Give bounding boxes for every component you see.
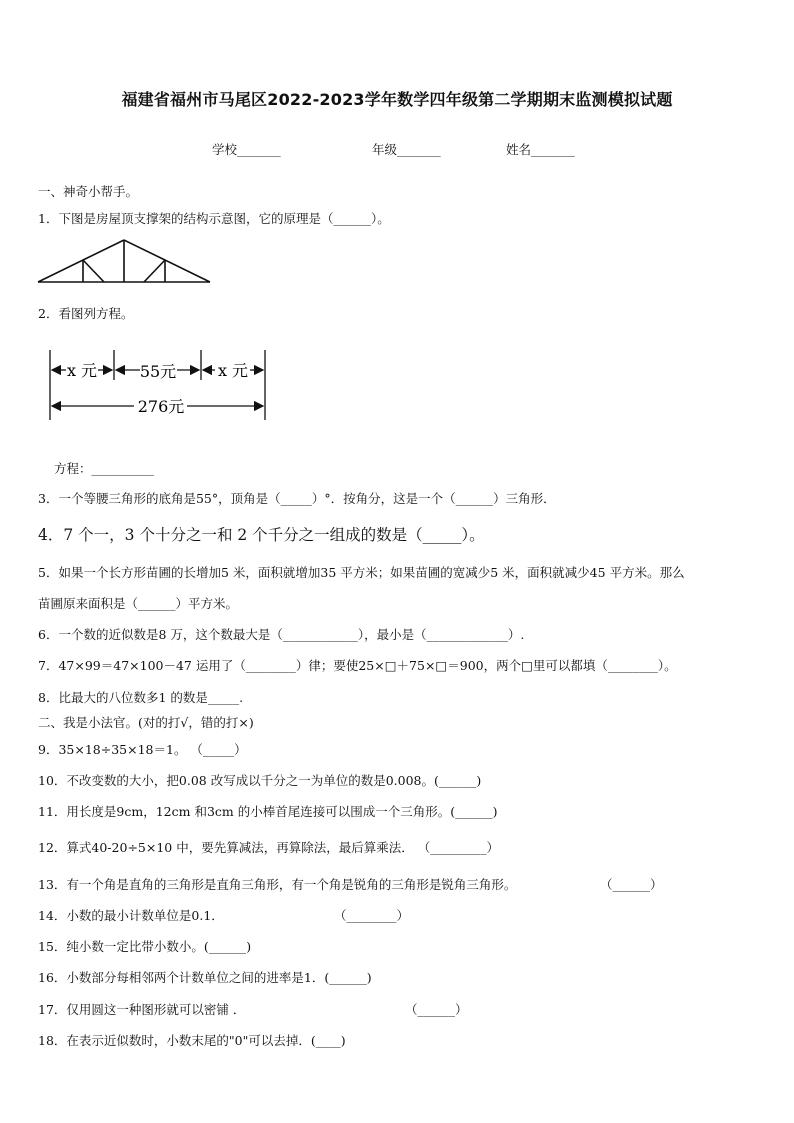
question-17: 17．仅用圆这一种图形就可以密铺 ．: [38, 1002, 246, 1017]
question-12: 12．算式40-20÷5×10 中，要先算减法，再算除法，最后算乘法． （_________）: [38, 840, 499, 855]
question-8: 8．比最大的八位数多1 的数是_____.: [38, 690, 244, 705]
question-5-line-1: 5．如果一个长方形苗圃的长增加5 米，面积就增加35 平方米；如果苗圃的宽减少5 米，面积就减少45 平方米。那么: [38, 565, 685, 580]
page-title: 福建省福州市马尾区2022-2023学年数学四年级第二学期期末监测模拟试题: [121, 90, 673, 109]
question-4: 4．7 个一，3 个十分之一和 2 个千分之一组成的数是（_____）。: [38, 526, 485, 544]
grade-field[interactable]: 年级_______: [372, 142, 441, 157]
question-18: 18．在表示近似数时，小数末尾的"0"可以去掉．(____): [38, 1033, 346, 1048]
question-2-answer[interactable]: 方程：__________: [54, 461, 155, 476]
segment-total-label: 276元: [137, 397, 185, 416]
section-2-heading: 二、我是小法官。(对的打√，错的打×): [38, 715, 254, 730]
question-7: 7．47×99＝47×100－47 运用了（________）律；要使25×□＋75×□＝900，两个□里可以都填（________）。: [38, 658, 677, 673]
question-3: 3．一个等腰三角形的底角是55°，顶角是（_____）°．按角分，这是一个（______）三角形．: [38, 491, 556, 506]
school-field[interactable]: 学校_______: [212, 142, 281, 157]
question-2: 2．看图列方程。: [38, 306, 134, 321]
question-9: 9．35×18÷35×18＝1。 （_____）: [38, 742, 247, 757]
question-6: 6．一个数的近似数是8 万，这个数最大是（____________），最小是（_____________）.: [38, 627, 525, 642]
question-10: 10．不改变数的大小，把0.08 改写成以千分之一为单位的数是0.008。(______): [38, 773, 482, 788]
question-14: 14．小数的最小计数单位是0.1．: [38, 908, 224, 923]
question-17-blank[interactable]: （______）: [405, 1002, 468, 1017]
name-field[interactable]: 姓名_______: [506, 142, 575, 157]
question-13-blank[interactable]: （______）: [600, 877, 663, 892]
question-1: 1．下图是房屋顶支撑架的结构示意图，它的原理是（______）。: [38, 211, 390, 226]
segment-middle-label: 55元: [139, 362, 177, 381]
segment-left-label: x 元: [66, 361, 98, 380]
question-15: 15．纯小数一定比带小数小。(______): [38, 939, 252, 954]
question-16: 16．小数部分每相邻两个计数单位之间的进率是1．(______): [38, 970, 372, 985]
question-5-line-2: 苗圃原来面积是（______）平方米。: [38, 596, 239, 611]
section-1-heading: 一、神奇小帮手。: [38, 184, 139, 199]
roof-truss-diagram: [36, 236, 212, 286]
question-13: 13．有一个角是直角的三角形是直角三角形，有一个角是锐角的三角形是锐角三角形。: [38, 877, 517, 892]
question-14-blank[interactable]: （________）: [334, 908, 410, 923]
segment-right-label: x 元: [217, 361, 249, 380]
question-11: 11．用长度是9cm，12cm 和3cm 的小棒首尾连接可以围成一个三角形。(______): [38, 804, 498, 819]
segment-diagram: [44, 346, 276, 426]
